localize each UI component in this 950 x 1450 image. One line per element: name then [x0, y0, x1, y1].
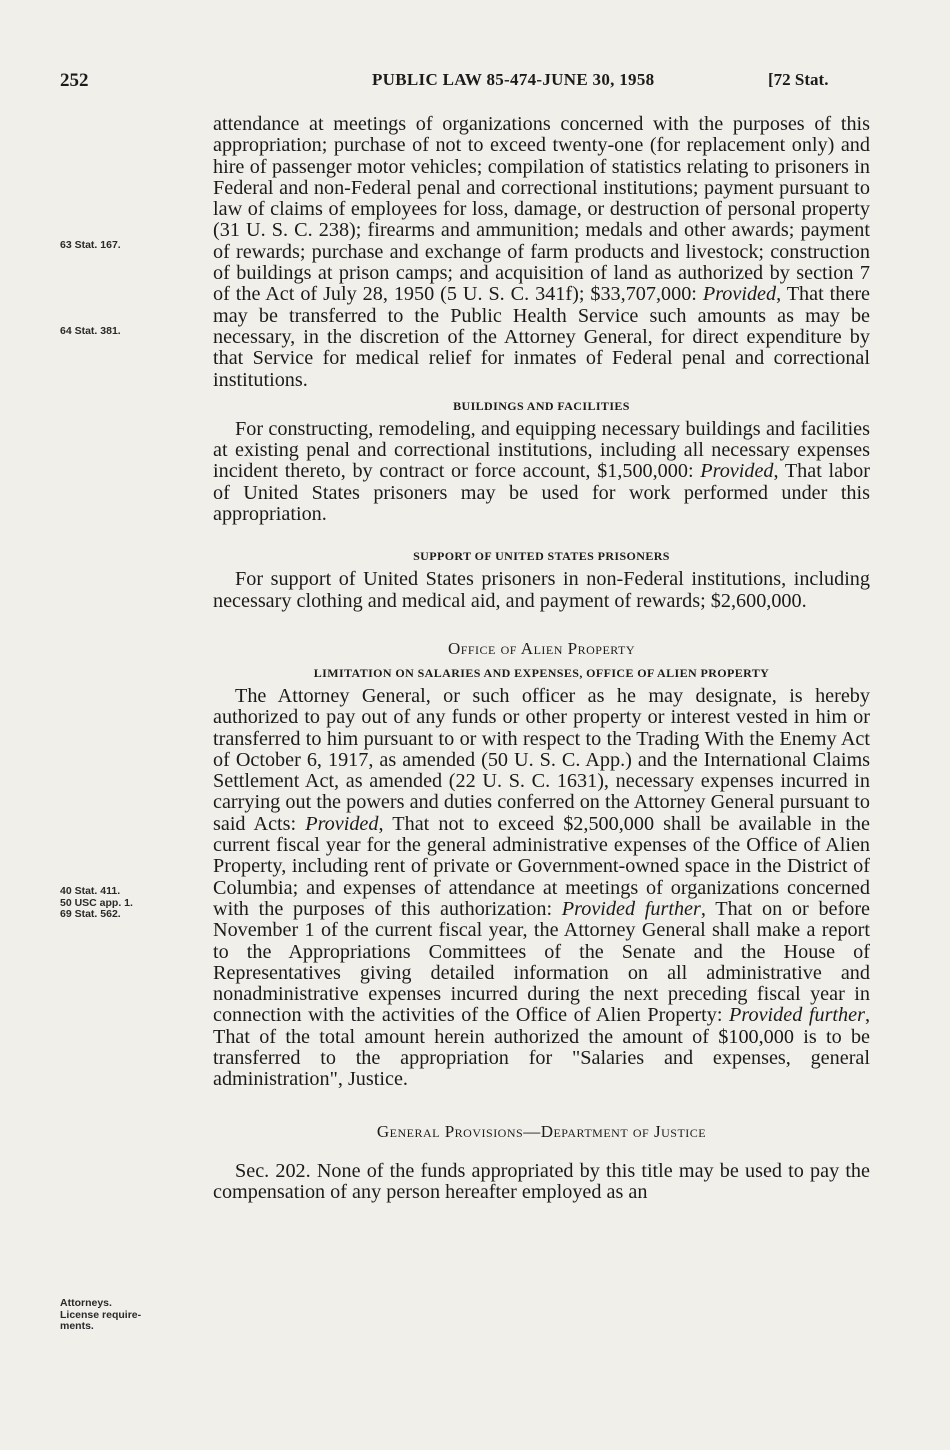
margin-note-40-stat: [60, 886, 200, 921]
margin-note-attorneys: [60, 1298, 200, 1333]
margin-note-line: 63 Stat. 167.: [60, 239, 121, 251]
running-head: PUBLIC LAW 85-474-JUNE 30, 1958: [372, 70, 655, 89]
page-header: [0, 70, 950, 100]
margin-note-line: Attorneys.: [60, 1297, 112, 1309]
paragraph-continuation: attendance at meetings of organizations concerned with the purposes of this appropriation; purchase of not to exceed twenty-one (for replacement only) and hire of passenger motor vehicles; compilation of statistics relating to prisoners in Federal and non-Federal penal and correctional institutions; payment pursuant to law of claims of employees for loss, damage, or destruction of personal property (31 U. S. C. 238); firearms and ammunition; medals and other awards; payment of rewards; purchase and exchange of farm products and livestock; construction of buildings at prison camps; and acquisition of land as authorized by section 7 of the Act of July 28, 1950 (5 U. S. C. 341f); $33,707,000: Provided, That there may be transferred to the Public Health Service such amounts as may be necessary, in the discretion of the Attorney General, for direct expenditure by that Service for medical relief for inmates of Federal penal and correctional institutions.: [213, 113, 870, 391]
margin-note-line: 40 Stat. 411.: [60, 885, 121, 897]
heading-general-provisions: General Provisions—Department of Justice: [376, 1121, 707, 1141]
paragraph-alien-property: The Attorney General, or such officer as he may designate, is hereby authorized to pay out of any funds or other property or interest vested in him or transferred to him pursuant to or with respect to the Trading With the Enemy Act of October 6, 1917, as amended (50 U. S. C. App.) and the International Claims Settlement Act, as amended (22 U. S. C. 1631), necessary expenses incurred in carrying out the powers and duties conferred on the Attorney General pursuant to said Acts: Provided, That not to exceed $2,500,000 shall be available in the current fiscal year for the general administrative expenses of the Office of Alien Property, including rent of private or Government-owned space in the District of Columbia; and expenses of attendance at meetings of organizations concerned with the purposes of this authorization: Provided further, That on or before November 1 of the current fiscal year, the Attorney General shall make a report to the Appropriations Committees of the Senate and the House of Representatives giving detailed information on all administrative and nonadministrative expenses incurred during the next preceding fiscal year in connection with the activities of the Office of Alien Property: Provided further, That of the total amount herein authorized the amount of $100,000 is to be transferred to the appropriation for "Salaries and expenses, general administration", Justice.: [213, 684, 871, 1091]
paragraph-section-202: Sec. 202. None of the funds appropriated by this title may be used to pay the compensation of any person hereafter employed as an: [213, 1159, 870, 1203]
main-text: [213, 114, 870, 1203]
margin-note-line: ments.: [60, 1320, 94, 1332]
paragraph-buildings: For constructing, remodeling, and equipping necessary buildings and facilities at existing penal and correctional institutions, including all necessary expenses incident thereto, by contract or force account, $1,500,000: Provided, That labor of United States prisoners may be used for work performed under this appropriation.: [213, 417, 870, 526]
margin-note-line: 69 Stat. 562.: [60, 908, 121, 920]
volume-reference: [72 Stat.: [768, 70, 829, 89]
heading-support-prisoners: SUPPORT OF UNITED STATES PRISONERS: [413, 549, 670, 564]
heading-limitation-salaries: LIMITATION ON SALARIES AND EXPENSES, OFFICE OF ALIEN PROPERTY: [313, 665, 770, 680]
margin-note-line: 64 Stat. 381.: [60, 325, 121, 337]
heading-office-alien-property: Office of Alien Property: [447, 638, 636, 658]
margin-note-line: License require-: [60, 1308, 142, 1321]
heading-buildings-facilities: BUILDINGS AND FACILITIES: [453, 398, 630, 413]
margin-note-line: 50 USC app. 1.: [60, 896, 133, 909]
page-number: 252: [60, 70, 89, 91]
paragraph-support: For support of United States prisoners in non-Federal institutions, including necessary clothing and medical aid, and payment of rewards; $2,600,000.: [213, 568, 870, 612]
margin-note-64-stat: [60, 326, 200, 338]
margin-note-63-stat: [60, 240, 200, 252]
